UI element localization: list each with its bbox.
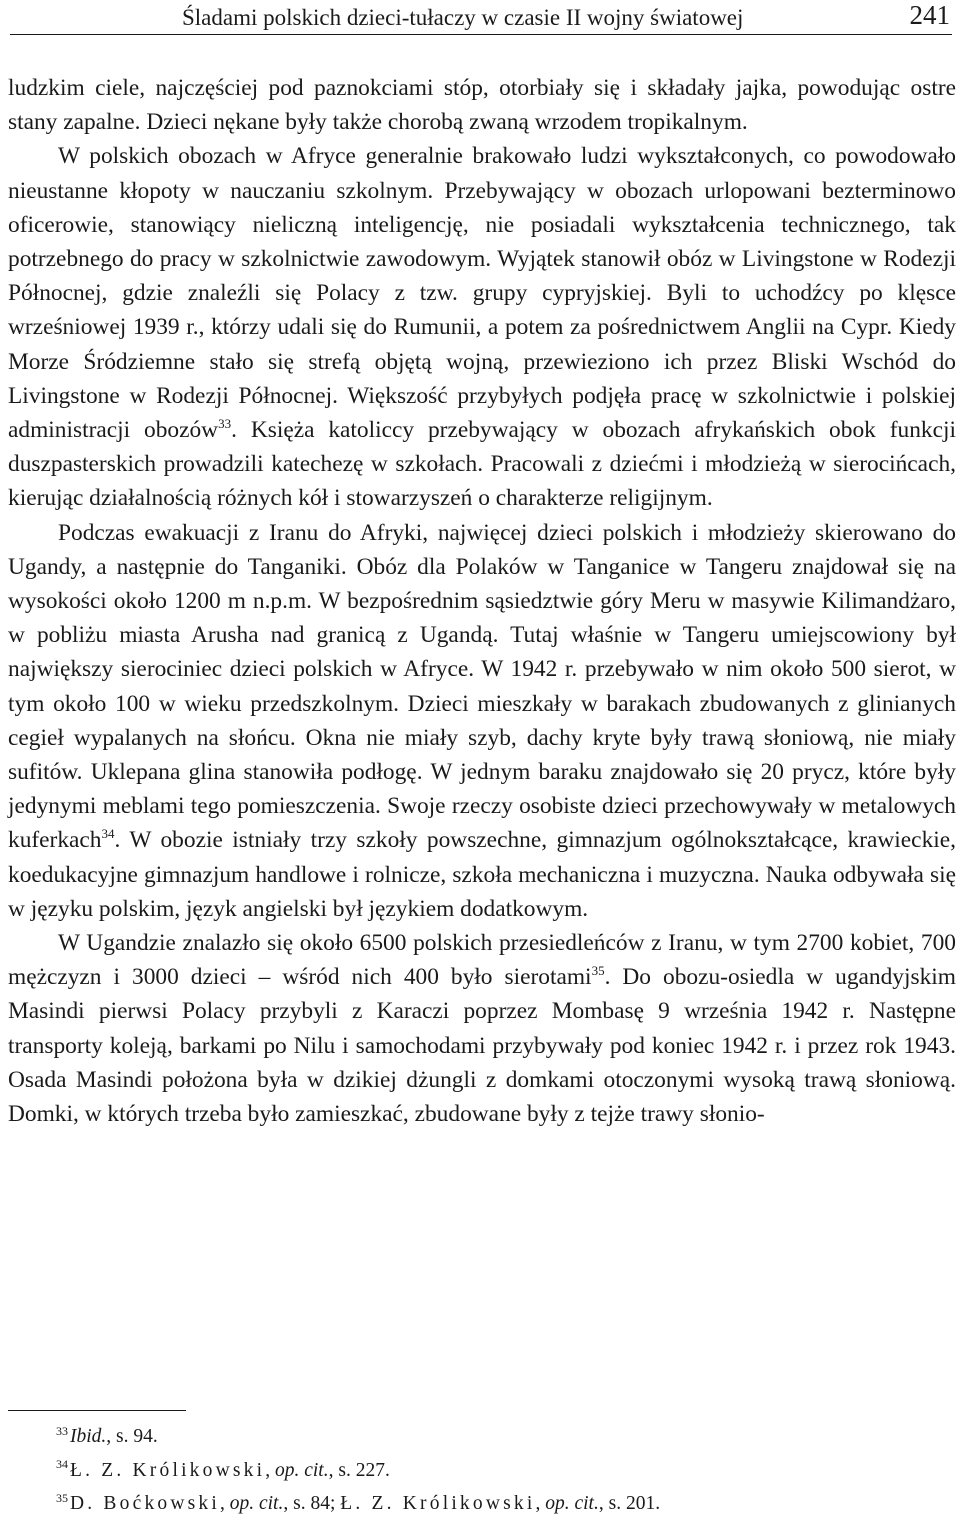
running-title: Śladami polskich dzieci-tułaczy w czasie II wojny światowej	[182, 5, 744, 30]
footnote-author-2: Ł. Z. Królikowski	[340, 1493, 536, 1514]
footnotes	[56, 1421, 936, 1522]
footnote-34	[56, 1455, 936, 1489]
footnote-opcit-2: op. cit.	[545, 1493, 599, 1514]
footnote-opcit: op. cit.	[274, 1459, 329, 1481]
footnote-number: 35	[56, 1490, 68, 1505]
paragraph-1	[8, 71, 956, 139]
body-text	[8, 71, 956, 1131]
paragraph-4	[8, 926, 956, 1131]
footnote-text: , s. 94.	[106, 1426, 158, 1447]
paragraph-3-text-b: . W obozie istniały trzy szkoły powszechne, gimnazjum ogólnokształcące, krawieckie, koedukacyjne gimnazjum handlowe i rolnicze, szkoła mechaniczna i muzyczna. Nauka odbywała się w języku polskim, język angielski był językiem dodatkowym.	[8, 827, 956, 922]
footnote-number: 34	[56, 1457, 68, 1472]
running-header	[10, 0, 952, 35]
paragraph-3	[8, 516, 956, 926]
paragraph-4-text-b: . Do obozu-osiedla w ugandyjskim Masindi pierwsi Polacy przybyli z Karaczi poprzez Mombasę 9 września 1942 r. Następne transporty koleją, barkami po Nilu i samochodami przybywały pod koniec 1942 r. i przez rok 1943. Osada Masindi położona była w dzikiej dżungli z domkami otoczonymi wysoką trawą słoniową. Domki, w których trzeba było zamieszkać, zbudowane były z tejże trawy słonio-	[8, 964, 956, 1128]
footnote-author: D. Boćkowski	[70, 1493, 220, 1514]
footnote-separator-text: ,	[535, 1493, 546, 1514]
footnote-ibid: Ibid.	[70, 1426, 107, 1447]
footnote-separator-text: ,	[219, 1493, 230, 1514]
paragraph-2	[8, 139, 956, 515]
footnote-opcit: op. cit.	[229, 1493, 284, 1514]
paragraph-2-text-a: W polskich obozach w Afryce generalnie brakowało ludzi wykształconych, co powodowało nieustanne kłopoty w nauczaniu szkolnym. Przebywający w obozach urlopowani bezterminowo oficerowie, stanowiący nieliczną inteligencję, nie posiadali wykształcenia technicznego, tak potrzebnego do pracy w szkolnictwie zawodowym. Wyjątek stanowił obóz w Livingstone w Rodezji Północnej, gdzie znaleźli się Polacy z tzw. grupy cypryjskiej. Byli to uchodźcy po klęsce wrześniowej 1939 r., którzy udali się do Rumunii, a potem za pośrednictwem Anglii na Cypr. Kiedy Morze Śródziemne stało się strefą objętą wojną, przewieziono ich przez Bliski Wschód do Livingstone w Rodezji Północnej. Większość przybyłych podjęła pracę w szkolnictwie i polskiej administracji obozów	[8, 143, 956, 444]
footnote-33	[56, 1421, 936, 1455]
footnote-text: , s. 201.	[598, 1493, 661, 1514]
footnote-separator	[8, 1410, 186, 1411]
footnote-text: , s. 227.	[328, 1459, 390, 1481]
page-number: 241	[909, 0, 950, 30]
footnote-ref-35[interactable]: 35	[591, 963, 605, 979]
footnote-separator-text: ,	[265, 1459, 275, 1481]
footnote-number: 33	[56, 1423, 68, 1438]
paragraph-4-text-a: W Ugandzie znalazło się około 6500 polskich przesiedleńców z Iranu, w tym 2700 kobiet, 700 mężczyzn i 3000 dzieci – wśród nich 400 było sierotami	[8, 930, 956, 991]
paragraph-2-text-b: . Księża katoliccy przebywający w obozach afrykańskich obok funkcji duszpasterskich prowadzili katechezę w szkołach. Pracowali z dziećmi i młodzieżą w sierocińcach, kierując działalnością różnych kół i stowarzyszeń o charakterze religijnym.	[8, 417, 956, 512]
footnote-ref-33[interactable]: 33	[218, 415, 232, 431]
footnote-text: , s. 84;	[283, 1493, 341, 1514]
footnote-author: Ł. Z. Królikowski	[70, 1459, 266, 1481]
paragraph-1-text: ludzkim ciele, najczęściej pod paznokciami stóp, otorbiały się i składały jajka, powodując ostre stany zapalne. Dzieci nękane były także chorobą zwaną wrzodem tropikalnym.	[8, 75, 956, 136]
paragraph-3-text-a: Podczas ewakuacji z Iranu do Afryki, najwięcej dzieci polskich i młodzieży skierowano do Ugandy, a następnie do Tanganiki. Obóz dla Polaków w Tanganice w Tangeru znajdował się na wysokości około 1200 m n.p.m. W bezpośrednim sąsiedztwie góry Meru w masywie Kilimandżaro, w pobliżu miasta Arusha nad granicą z Ugandą. Tutaj właśnie w Tangeru umiejscowiony był największy sierociniec dzieci polskich w Afryce. W 1942 r. przebywało w nim około 500 sierot, w tym około 100 w wieku przedszkolnym. Dzieci mieszkały w barakach zbudowanych z glinianych cegieł wypalanych na słońcu. Okna nie miały szyb, dachy kryte były trawą słoniową, nie miały sufitów. Uklepana glina stanowiła podłogę. W jednym baraku znajdowało się 20 prycz, które były jedynymi meblami tego pomieszczenia. Swoje rzeczy osobiste dzieci przechowywały w metalowych kuferkach	[8, 519, 956, 854]
footnote-ref-34[interactable]: 34	[101, 826, 115, 842]
footnote-35	[56, 1488, 936, 1522]
